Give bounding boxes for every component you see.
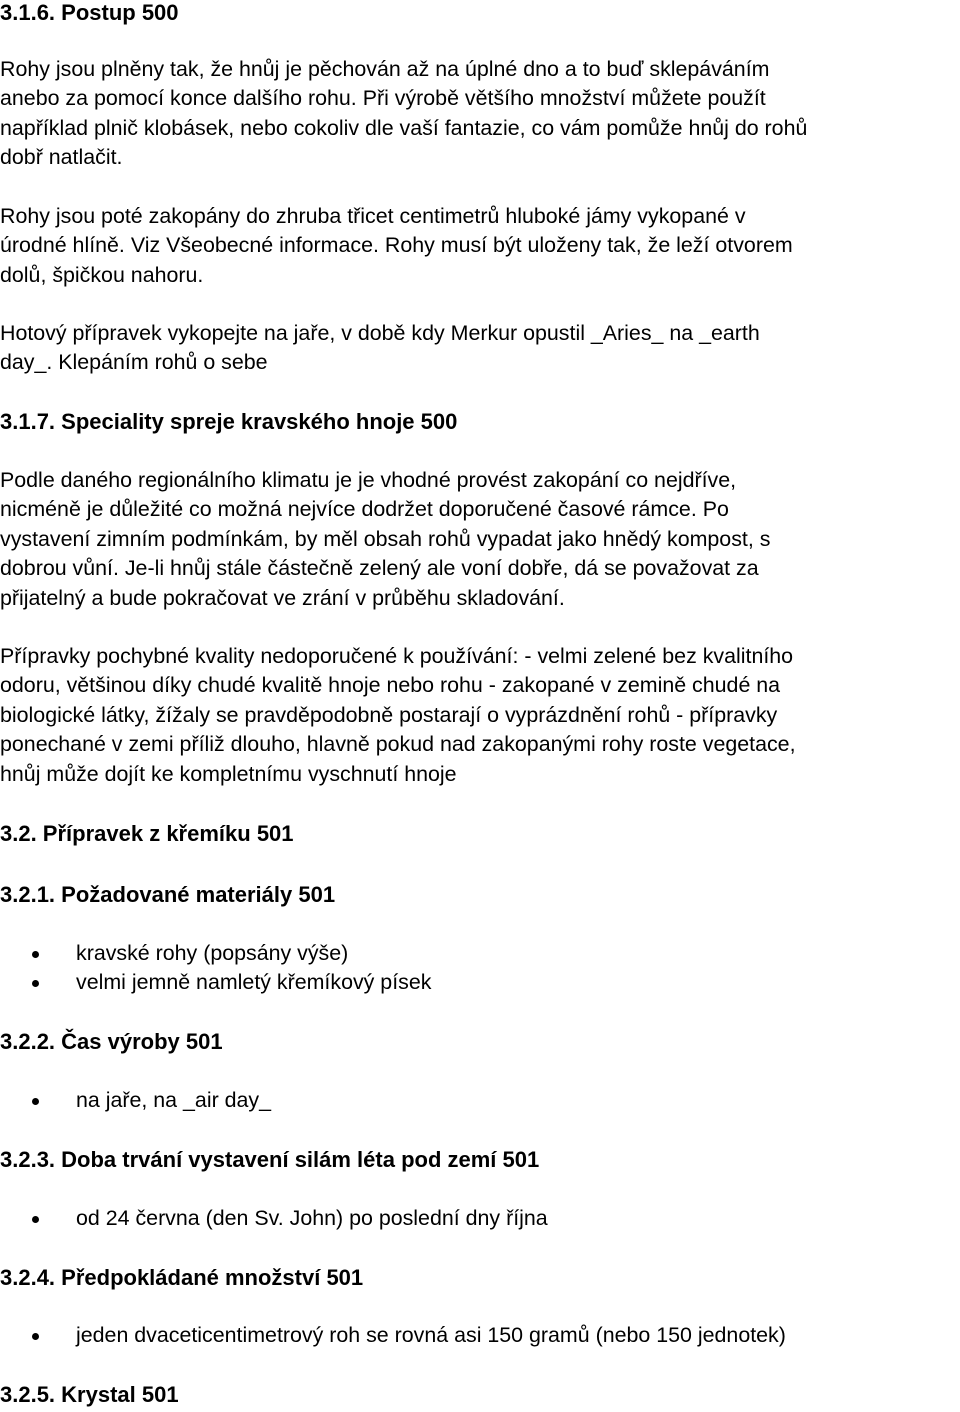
text-line: úrodné hlíně. Viz Všeobecné informace. Rohy musí být uloženy tak, že leží otvorem	[0, 233, 793, 258]
list-production-time	[0, 1086, 960, 1115]
list-item-text: na jaře, na _air day_	[76, 1088, 272, 1112]
text-line: day_. Klepáním rohů o sebe	[0, 350, 268, 375]
bullet-icon	[32, 951, 39, 958]
text-line: dobrou vůní. Je-li hnůj stále částečně zelený ale voní dobře, dá se považovat za	[0, 556, 759, 581]
list-materials	[0, 939, 960, 998]
text-line: hnůj může dojít ke kompletnímu vyschnutí hnoje	[0, 761, 457, 786]
text-line: biologické látky, žížaly se pravděpodobně postarají o vyprázdnění rohů - přípravky	[0, 702, 778, 727]
bullet-icon	[32, 1098, 39, 1105]
list-item	[0, 939, 960, 968]
text-line: dobř natlačit.	[0, 145, 123, 170]
text-line: Rohy jsou poté zakopány do zhruba třicet centimetrů hluboké jámy vykopané v	[0, 204, 746, 228]
list-item-text: od 24 června (den Sv. John) po poslední dny října	[76, 1206, 548, 1230]
heading-3-2-5: 3.2.5. Krystal 501	[0, 1382, 179, 1407]
heading-3-1-7: 3.1.7. Speciality spreje kravského hnoje 500	[0, 409, 458, 434]
list-expected-amount	[0, 1321, 960, 1350]
bullet-icon	[32, 1333, 39, 1340]
paragraph-poor-quality	[0, 642, 796, 789]
text-line: ponechané v zemi příliž dlouho, hlavně pokud nad zakopanými rohy roste vegetace,	[0, 732, 796, 757]
heading-3-2-2: 3.2.2. Čas výroby 501	[0, 1029, 223, 1054]
text-line: Hotový přípravek vykopejte na jaře, v době kdy Merkur opustil _Aries_ na _earth	[0, 321, 760, 345]
text-line: vystavení zimním podmínkám, by měl obsah rohů vypadat jako hnědý kompost, s	[0, 526, 771, 551]
heading-3-2-4: 3.2.4. Předpokládané množství 501	[0, 1265, 364, 1290]
list-item-text: kravské rohy (popsány výše)	[76, 941, 349, 965]
text-line: přijatelný a bude pokračovat ve zrání v průběhu skladování.	[0, 585, 565, 610]
text-line: dolů, špičkou nahoru.	[0, 262, 204, 287]
paragraph-climate	[0, 466, 770, 613]
text-line: nicméně je důležité co možná nejvíce dodržet doporučené časové rámce. Po	[0, 497, 729, 522]
list-item	[0, 968, 960, 997]
paragraph-burying	[0, 202, 793, 290]
heading-3-1-6: 3.1.6. Postup 500	[0, 0, 179, 25]
list-item	[0, 1321, 960, 1350]
bullet-icon	[32, 980, 39, 987]
text-line: odoru, většinou díky chudé kvalitě hnoje nebo rohu - zakopané v zemině chudé na	[0, 673, 781, 698]
text-line: například plnič klobásek, nebo cokoliv dle vaší fantazie, co vám pomůže hnůj do rohů	[0, 115, 808, 140]
text-line: Rohy jsou plněny tak, že hnůj je pěchován až na úplné dno a to buď sklepáváním	[0, 57, 770, 81]
bullet-icon	[32, 1216, 39, 1223]
heading-3-2: 3.2. Přípravek z křemíku 501	[0, 821, 294, 846]
paragraph-filling	[0, 55, 807, 173]
heading-3-2-3: 3.2.3. Doba trvání vystavení silám léta pod zemí 501	[0, 1147, 540, 1172]
list-item-text: velmi jemně namletý křemíkový písek	[76, 970, 432, 995]
list-item	[0, 1086, 960, 1115]
text-line: anebo za pomocí konce dalšího rohu. Při výrobě většího množství můžete použít	[0, 86, 766, 111]
list-item-text: jeden dvaceticentimetrový roh se rovná asi 150 gramů (nebo 150 jednotek)	[76, 1323, 786, 1347]
paragraph-digging-out	[0, 319, 760, 378]
list-item	[0, 1204, 960, 1233]
heading-3-2-1: 3.2.1. Požadované materiály 501	[0, 882, 336, 907]
text-line: Podle daného regionálního klimatu je je vhodné provést zakopání co nejdříve,	[0, 468, 737, 492]
text-line: Přípravky pochybné kvality nedoporučené k používání: - velmi zelené bez kvalitního	[0, 644, 794, 668]
list-exposure-duration	[0, 1204, 960, 1233]
